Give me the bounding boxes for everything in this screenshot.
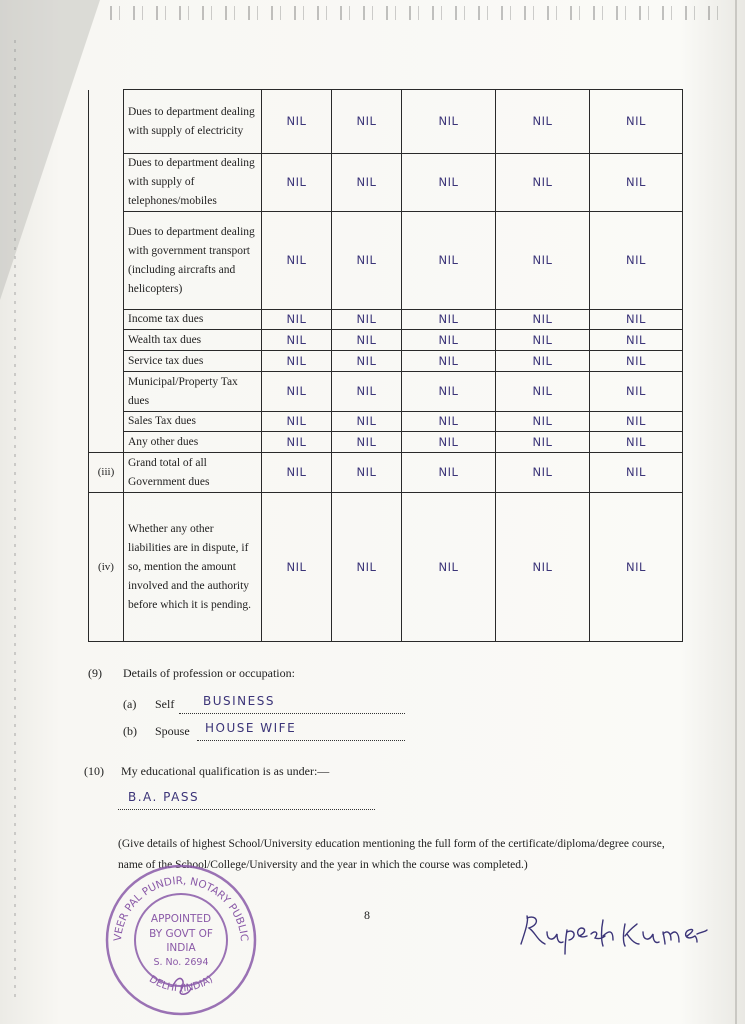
value-cell: NIL — [262, 310, 332, 330]
value-cell: NIL — [590, 212, 683, 310]
value-cell: NIL — [402, 212, 496, 310]
value-cell: NIL — [590, 432, 683, 453]
stamp-outer-bottom-text: DELHI (INDIA) — [147, 973, 216, 995]
section-10-title: My educational qualification is as under:— — [121, 764, 330, 778]
spouse-value: HOUSE WIFE — [205, 721, 297, 735]
value-cell: NIL — [590, 372, 683, 412]
row-number — [89, 412, 124, 432]
scan-edge-marks — [14, 40, 16, 1000]
value-cell: NIL — [590, 90, 683, 154]
row-number — [89, 212, 124, 310]
table-row — [89, 432, 683, 453]
value-cell: NIL — [590, 154, 683, 212]
row-description: Municipal/Property Tax dues — [124, 372, 262, 412]
value-cell: NIL — [590, 453, 683, 493]
self-marker: (a) — [123, 697, 137, 711]
qualification-value: B.A. PASS — [128, 790, 200, 804]
value-cell: NIL — [496, 432, 590, 453]
table-row — [89, 310, 683, 330]
row-description: Dues to department dealing with government transport (including aircrafts and helicopters) — [124, 212, 262, 310]
value-cell: NIL — [332, 453, 402, 493]
value-cell: NIL — [590, 310, 683, 330]
row-number — [89, 432, 124, 453]
row-description: Sales Tax dues — [124, 412, 262, 432]
row-number — [89, 154, 124, 212]
value-cell: NIL — [590, 330, 683, 351]
row-number — [89, 351, 124, 372]
value-cell: NIL — [262, 372, 332, 412]
spouse-label: Spouse — [155, 724, 190, 738]
self-label: Self — [155, 697, 175, 711]
row-number: (iv) — [89, 493, 124, 642]
row-description: Grand total of all Government dues — [124, 453, 262, 493]
value-cell: NIL — [332, 310, 402, 330]
table-row — [89, 351, 683, 372]
value-cell: NIL — [262, 432, 332, 453]
value-cell: NIL — [496, 412, 590, 432]
table-row — [89, 154, 683, 212]
value-cell: NIL — [402, 154, 496, 212]
row-number — [89, 330, 124, 351]
row-description: Wealth tax dues — [124, 330, 262, 351]
value-cell: NIL — [332, 212, 402, 310]
value-cell: NIL — [402, 90, 496, 154]
value-cell: NIL — [590, 351, 683, 372]
table-row — [89, 412, 683, 432]
value-cell: NIL — [496, 330, 590, 351]
handwritten-signature — [515, 910, 715, 955]
value-cell: NIL — [402, 432, 496, 453]
value-cell: NIL — [332, 493, 402, 642]
table-row — [89, 212, 683, 310]
value-cell: NIL — [262, 493, 332, 642]
value-cell: NIL — [332, 372, 402, 412]
row-number: (iii) — [89, 453, 124, 493]
stamp-line-2: BY GOVT OF — [149, 928, 213, 940]
value-cell: NIL — [262, 212, 332, 310]
stamp-line-4: S. No. 2694 — [153, 957, 209, 968]
table-row — [89, 90, 683, 154]
table-row — [89, 493, 683, 642]
row-description: Whether any other liabilities are in dispute, if so, mention the amount involved and the authority before which it is pending. — [124, 493, 262, 642]
notary-stamp — [103, 862, 259, 1018]
row-description: Dues to department dealing with supply of electricity — [124, 90, 262, 154]
value-cell: NIL — [402, 453, 496, 493]
value-cell: NIL — [496, 212, 590, 310]
value-cell: NIL — [496, 493, 590, 642]
value-cell: NIL — [332, 412, 402, 432]
value-cell: NIL — [496, 90, 590, 154]
table-row — [89, 372, 683, 412]
value-cell: NIL — [496, 453, 590, 493]
value-cell: NIL — [402, 412, 496, 432]
page-edge — [735, 0, 737, 1024]
value-cell: NIL — [332, 432, 402, 453]
value-cell: NIL — [332, 154, 402, 212]
value-cell: NIL — [262, 453, 332, 493]
value-cell: NIL — [262, 351, 332, 372]
value-cell: NIL — [402, 372, 496, 412]
qualification-note: (Give details of highest School/University education mentioning the full form of the certificate/diploma/degree course, name of the School/College/University and the year in which the course was completed.) — [118, 838, 665, 871]
value-cell: NIL — [332, 90, 402, 154]
table-row — [89, 453, 683, 493]
value-cell: NIL — [402, 310, 496, 330]
stamp-line-3: INDIA — [166, 942, 196, 954]
value-cell: NIL — [332, 330, 402, 351]
value-cell: NIL — [262, 330, 332, 351]
value-cell: NIL — [402, 351, 496, 372]
stamp-outer-top-text: VEER PAL PUNDIR, NOTARY PUBLIC — [111, 874, 251, 942]
value-cell: NIL — [496, 310, 590, 330]
value-cell: NIL — [262, 154, 332, 212]
value-cell: NIL — [262, 90, 332, 154]
value-cell: NIL — [496, 154, 590, 212]
value-cell: NIL — [402, 493, 496, 642]
row-description: Dues to department dealing with supply of telephones/mobiles — [124, 154, 262, 212]
section-9-title: Details of profession or occupation: — [123, 666, 295, 680]
row-number — [89, 310, 124, 330]
value-cell: NIL — [332, 351, 402, 372]
value-cell: NIL — [496, 372, 590, 412]
row-description: Service tax dues — [124, 351, 262, 372]
value-cell: NIL — [402, 330, 496, 351]
row-description: Income tax dues — [124, 310, 262, 330]
spouse-marker: (b) — [123, 724, 137, 738]
stamp-line-1: APPOINTED — [150, 913, 212, 925]
value-cell: NIL — [590, 412, 683, 432]
value-cell: NIL — [262, 412, 332, 432]
government-dues-table — [88, 89, 683, 642]
self-value: BUSINESS — [203, 694, 275, 708]
section-10-number: (10) — [84, 764, 104, 778]
row-number — [89, 372, 124, 412]
scan-specks — [110, 6, 730, 20]
table-row — [89, 330, 683, 351]
row-number — [89, 90, 124, 154]
value-cell: NIL — [590, 493, 683, 642]
value-cell: NIL — [496, 351, 590, 372]
row-description: Any other dues — [124, 432, 262, 453]
section-9-number: (9) — [88, 666, 102, 680]
page-number: 8 — [364, 908, 370, 922]
